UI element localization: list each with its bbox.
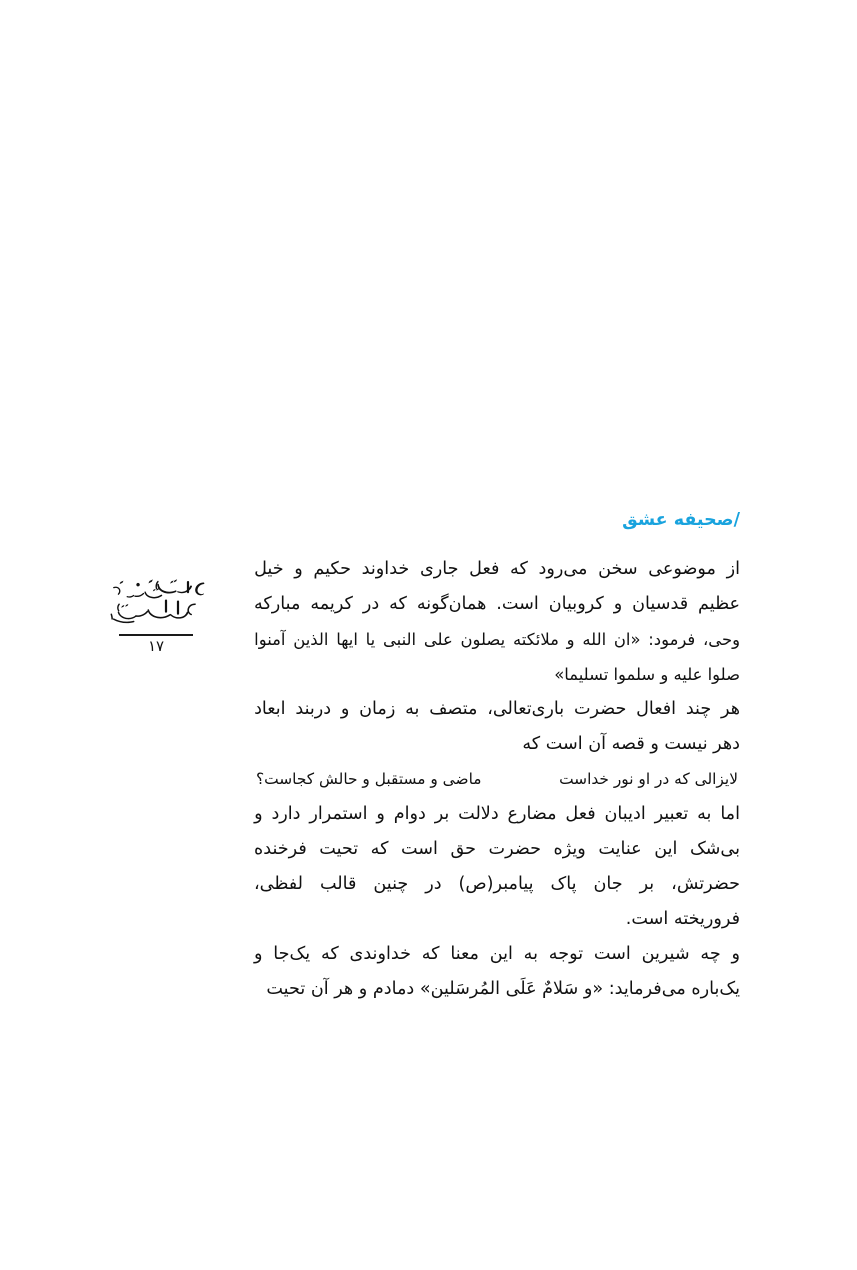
word: حق [450,839,477,859]
word: بی‌شک [689,839,740,859]
word: دارد [271,804,301,824]
word: توجه [548,944,584,964]
word: که [421,944,440,964]
text-line: فروریخته است. [625,909,740,929]
word: زمان [359,699,396,719]
text-line [254,692,740,727]
word: آمنوا [254,630,286,649]
word: حضرت [573,699,627,719]
text-line [254,867,740,902]
word: جان [593,874,623,894]
word: که [320,944,339,964]
word: و [613,594,623,614]
word: و [731,944,740,964]
word: مبارکه [254,594,301,614]
word: در [425,874,442,894]
word: دوام [393,804,426,824]
word: وحی، [703,630,740,649]
word: اما [720,804,740,824]
word: موضوعی [648,559,716,579]
word: به [523,944,539,964]
text-line: دهر نیست و قصه آن است که [522,734,740,754]
word: خداوندی [349,944,411,964]
word: به [405,699,420,719]
word: الذین [293,630,329,649]
word: که [389,594,407,614]
word: یک‌جا [273,944,311,964]
word: حکیم [313,559,352,579]
word: حضرتش، [671,874,740,894]
word: و [294,559,303,579]
word: در [362,594,380,614]
text-line [254,587,740,622]
text-line [254,832,740,867]
verse-hemistich-first: لایزالی که در او نور خداست [559,770,738,788]
word: شیرین [641,944,690,964]
word: عنایت [598,839,642,859]
word: ویژه [553,839,586,859]
word: فعل [565,804,596,824]
word: کروبیان [548,594,604,614]
word: از [726,559,740,579]
word: چنین [373,874,409,894]
verse-line [254,762,740,797]
word: یصلون [460,630,506,649]
word: معنا [450,944,479,964]
word: ابعاد [254,699,286,719]
word: تعبیر [654,804,689,824]
word: این [489,944,513,964]
text-line [254,937,740,972]
word: بر [639,874,655,894]
verse-hemistich-second: ماضی و مستقبل و حالش کجاست؟ [256,770,482,788]
text-line [254,552,740,587]
word: مضارع [507,804,557,824]
word: علی [423,630,453,649]
word: افعال [636,699,677,719]
word: دلالت [458,804,499,824]
word: که [510,559,528,579]
word: ایها [336,630,358,649]
word: خیل [254,559,284,579]
body-text [254,552,740,1007]
folio-rule [119,634,193,636]
running-head: /صحیفه عشق [622,510,740,530]
word: النبی [382,630,417,649]
word: ملائکته [512,630,559,649]
word: این [654,839,678,859]
word: بر [434,804,450,824]
word: چند [685,699,712,719]
folio-number: ۱۷ [147,636,165,655]
word: است. [496,594,539,614]
word: دربند [295,699,332,719]
word: است [401,839,438,859]
word: پاک [550,874,577,894]
text-line: یک‌باره می‌فرماید: «و سَلامٌ عَلَی المُرسَلین» دمادم و هر آن تحیت [266,979,740,999]
cheragh-e-salavat-calligraphy-icon [100,572,212,630]
word: متصف [429,699,478,719]
word: که [370,839,389,859]
word: فرخنده [254,839,307,859]
word: است [593,944,631,964]
word: پیامبر(ص) [458,874,534,894]
word: خداوند [361,559,410,579]
word: باری‌تعالی، [487,699,565,719]
word: و [376,804,385,824]
word: به [697,804,712,824]
word: فرمود: [648,630,696,649]
word: قدسیان [632,594,689,614]
word: حضرت [488,839,541,859]
word: یا [365,630,376,649]
word: هر [721,699,740,719]
word: و [254,804,263,824]
word: الله [582,630,607,649]
word: لفظی، [254,874,304,894]
word: عظیم [698,594,740,614]
word: «ان [613,630,641,649]
word: تحیت [319,839,359,859]
word: قالب [320,874,357,894]
word: و [340,699,350,719]
word: می‌رود [538,559,588,579]
word: جاری [419,559,459,579]
text-line [254,622,740,657]
word: همان‌گونه [416,594,487,614]
word: و [566,630,575,649]
word: ادیبان [604,804,646,824]
word: سخن [598,559,638,579]
word: چه [700,944,721,964]
text-line: صلوا علیه و سلموا تسلیما» [554,665,740,684]
margin-mark [96,572,216,654]
word: استمرار [309,804,368,824]
word: و [254,944,263,964]
word: کریمه [310,594,353,614]
text-line [254,797,740,832]
word: فعل [469,559,500,579]
